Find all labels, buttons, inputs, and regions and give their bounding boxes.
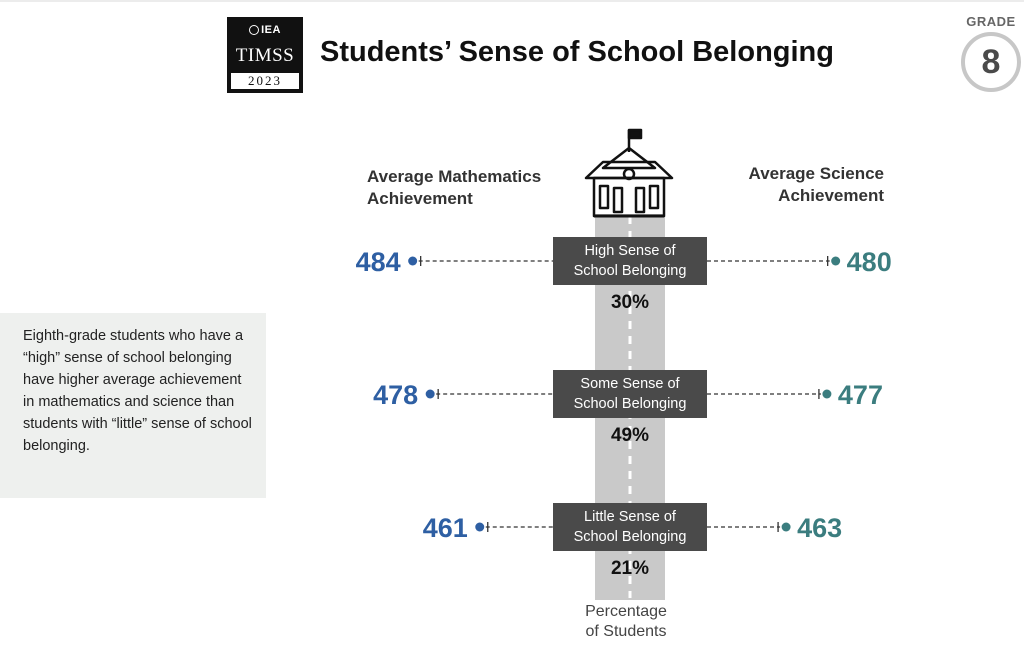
category-label-line: School Belonging — [573, 529, 687, 545]
category-label-line: High Sense of — [584, 243, 676, 259]
grade-label: GRADE — [966, 14, 1016, 29]
center-axis-label — [556, 602, 696, 642]
category-label-line: School Belonging — [573, 396, 687, 412]
percentage-label: 30% — [610, 292, 650, 313]
logo-org: IEA — [261, 24, 281, 36]
math-value-label: 478 — [373, 380, 419, 410]
math-point — [426, 390, 435, 399]
percentage-label: 21% — [610, 558, 650, 579]
category-label-line: Some Sense of — [580, 376, 680, 392]
math-axis-heading: Average Mathematics Achievement — [367, 167, 542, 208]
logo-year: 2023 — [231, 73, 299, 89]
page-title: Students’ Sense of School Belonging — [320, 36, 834, 68]
science-axis-heading: Average Science Achievement — [748, 164, 884, 205]
science-value-label: 480 — [846, 247, 892, 277]
science-value-label: 477 — [837, 380, 883, 410]
grade-badge: 8 — [961, 32, 1021, 92]
category-label-line: Little Sense of — [584, 509, 676, 525]
center-axis-label-line: of Students — [585, 623, 667, 640]
category-label-line: School Belonging — [573, 263, 687, 279]
math-value-label: 484 — [355, 247, 401, 277]
summary-note: Eighth-grade students who have a “high” sense of school belonging have higher average achievement in mathematics and science than students with “little” sense of school belonging. — [0, 313, 266, 498]
logo-name: TIMSS — [235, 45, 295, 66]
math-value-label: 461 — [422, 513, 468, 543]
math-point — [475, 523, 484, 532]
center-axis-label-line: Percentage — [585, 603, 667, 620]
science-value-label: 463 — [797, 513, 843, 543]
science-point — [831, 257, 840, 266]
science-point — [822, 390, 831, 399]
percentage-label: 49% — [610, 425, 650, 446]
science-point — [782, 523, 791, 532]
school-building-icon — [586, 130, 672, 216]
math-point — [408, 257, 417, 266]
